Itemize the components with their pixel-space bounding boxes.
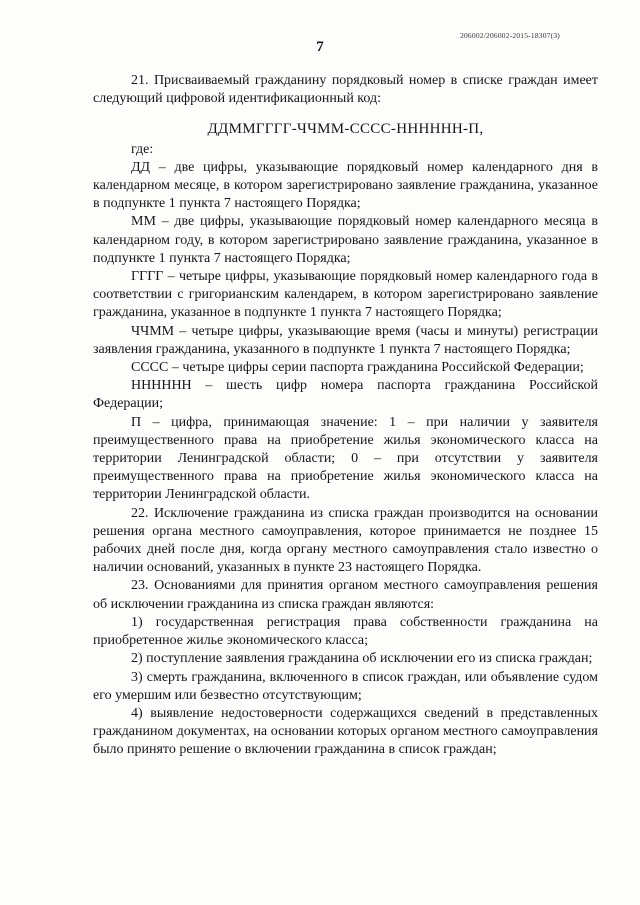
identification-code-format: ДДММГГГГ-ЧЧММ-СССС-НННННН-П,: [207, 121, 484, 138]
paragraph-22: 22. Исключение гражданина из списка граждан производится на основании решения органа местного самоуправления, которое принимается не позднее 15 рабочих дней после дня, когда органу местного самоуправления стало известно о наличии оснований, указанных в пункте 23 настоящего Порядка.: [93, 505, 598, 576]
document-id: 206002/206002-2015-18307(3): [460, 31, 560, 40]
definition-gggg: ГГГГ – четыре цифры, указывающие порядковый номер календарного года в соответствии с григорианским календарем, в котором зарегистрировано заявление гражданина, указанное в подпункте 1 пункта 7 настоящего Порядка;: [93, 269, 598, 321]
where-label: где:: [131, 141, 154, 157]
definition-nnnnnn: НННННН – шесть цифр номера паспорта гражданина Российской Федерации;: [93, 378, 598, 412]
paragraph-23: 23. Основаниями для принятия органом местного самоуправления решения об исключении гражданина из списка граждан являются:: [93, 578, 598, 612]
page-number: 7: [316, 39, 324, 55]
definition-chchmm: ЧЧММ – четыре цифры, указывающие время (часы и минуты) регистрации заявления гражданина, указанного в подпункте 1 пункта 7 настоящего Порядка;: [93, 323, 598, 357]
paragraph-23-item-4: 4) выявление недостоверности содержащихся сведений в представленных гражданином документах, на основании которых органом местного самоуправления было принято решение о включении гражданина в список граждан;: [93, 705, 598, 758]
definition-mm: ММ – две цифры, указывающие порядковый номер календарного месяца в календарном году, в котором зарегистрировано заявление гражданина, указанное в подпункте 1 пункта 7 настоящего Порядка;: [93, 214, 598, 266]
paragraph-23-item-3: 3) смерть гражданина, включенного в список граждан, или объявление судом его умершим или безвестно отсутствующим;: [93, 669, 598, 703]
paragraph-23-item-2: 2) поступление заявления гражданина об исключении его из списка граждан;: [131, 651, 593, 667]
definition-p: П – цифра, принимающая значение: 1 – при наличии у заявителя преимущественного права на приобретение жилья экономического класса на территории Ленинградской области; 0 – при отсутствии у заявителя преимущественного права на приобретение жилья экономического класса на территории Ленинградской области.: [93, 414, 598, 503]
definition-ssss: СССС – четыре цифры серии паспорта гражданина Российской Федерации;: [131, 360, 584, 376]
paragraph-23-item-1: 1) государственная регистрация права собственности гражданина на приобретенное жилье экономического класса;: [93, 614, 598, 649]
definition-dd: ДД – две цифры, указывающие порядковый номер календарного дня в календарном месяце, в котором зарегистрировано заявление гражданина, указанное в подпункте 1 пункта 7 настоящего Порядка;: [93, 159, 598, 212]
document-body: [93, 72, 598, 760]
paragraph-21: 21. Присваиваемый гражданину порядковый номер в списке граждан имеет следующий цифровой идентификационный код:: [93, 73, 598, 107]
